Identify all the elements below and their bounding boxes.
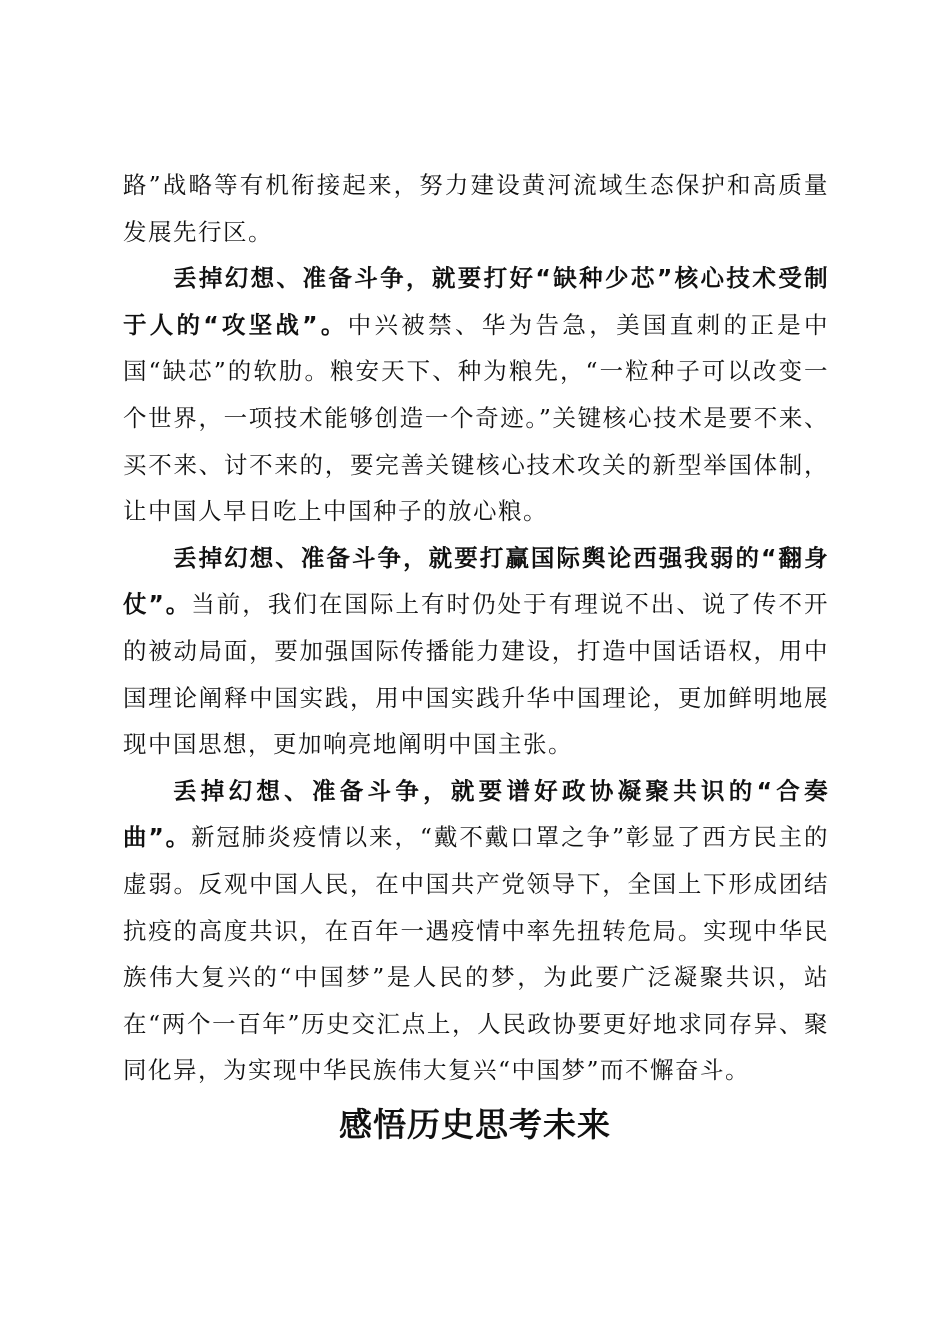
paragraph-public-opinion xyxy=(123,535,829,768)
paragraph-lead: 丢掉幻想、准备斗争，就要打好“缺种少芯”核心技术受制于人的“攻坚战”。 xyxy=(123,264,829,339)
paragraph-text: 路”战略等有机衔接起来，努力建设黄河流域生态保护和高质量发展先行区。 xyxy=(123,171,829,246)
paragraph-text: 中兴被禁、华为告急，美国直刺的正是中国“缺芯”的软肋。粮安天下、种为粮先，“一粒种子可以改变一个世界，一项技术能够创造一个奇迹。”关键核心技术是要不来、买不来、讨不来的，要完善关键核心技术攻关的新型举国体制，让中国人早日吃上中国种子的放心粮。 xyxy=(123,310,829,526)
paragraph-lead: 丢掉幻想、准备斗争，就要打赢国际舆论西强我弱的“翻身仗”。 xyxy=(123,543,829,619)
section-heading: 感悟历史思考未来 xyxy=(339,1105,611,1144)
paragraph-core-technology xyxy=(123,255,829,535)
paragraph-text: 新冠肺炎疫情以来，“戴不戴口罩之争”彰显了西方民主的虚弱。反观中国人民，在中国共产党领导下，全国上下形成团结抗疫的高度共识，在百年一遇疫情中率先扭转危局。实现中华民族伟大复兴的“中国梦”是人民的梦，为此要广泛凝聚共识，站在“两个一百年”历史交汇点上，人民政协要更好地求同存异、聚同化异，为实现中华民族伟大复兴“中国梦”而不懈奋斗。 xyxy=(123,823,829,1085)
paragraph-consensus xyxy=(123,768,829,1094)
paragraph-text: 当前，我们在国际上有时仍处于有理说不出、说了传不开的被动局面，要加强国际传播能力建设，打造中国话语权，用中国理论阐释中国实践，用中国实践升华中国理论，更加鲜明地展现中国思想，更加响亮地阐明中国主张。 xyxy=(123,590,829,759)
document-body xyxy=(123,162,829,1094)
paragraph-lead: 丢掉幻想、准备斗争，就要谱好政协凝聚共识的“合奏曲”。 xyxy=(123,776,829,852)
paragraph-continuation xyxy=(123,162,829,255)
